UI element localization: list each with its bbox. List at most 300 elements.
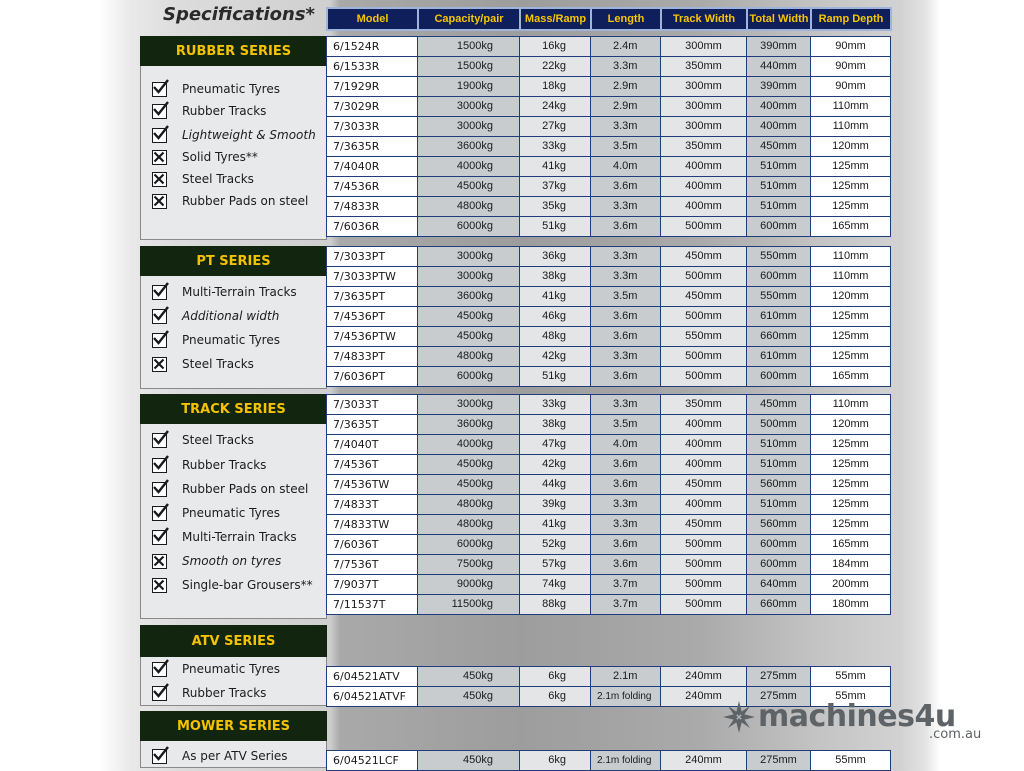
checkmark-icon <box>152 686 167 701</box>
table-cell: 90mm <box>811 37 891 57</box>
machines4u-logo <box>722 699 982 742</box>
feature-item <box>152 746 288 766</box>
table-cell: 38kg <box>520 415 591 435</box>
table-cell: 27kg <box>520 117 591 137</box>
table-cell: 90mm <box>811 57 891 77</box>
checkmark-icon <box>152 506 167 521</box>
table-cell: 610mm <box>747 347 811 367</box>
table-row <box>327 667 891 687</box>
feature-label: Multi-Terrain Tracks <box>182 285 297 299</box>
table-cell: 35kg <box>520 197 591 217</box>
table-cell: 74kg <box>520 575 591 595</box>
table-cell: 125mm <box>811 197 891 217</box>
table-cell: 390mm <box>747 77 811 97</box>
cross-icon <box>152 357 167 372</box>
table-cell: 660mm <box>747 595 811 615</box>
feature-item <box>152 330 280 350</box>
table-cell: 2.1m folding <box>591 687 661 707</box>
feature-label: Pneumatic Tyres <box>182 333 280 347</box>
table-cell: 450mm <box>661 287 747 307</box>
table-cell: 640mm <box>747 575 811 595</box>
table-cell: 500mm <box>747 415 811 435</box>
table-cell: 88kg <box>520 595 591 615</box>
table-cell: 240mm <box>661 751 747 771</box>
table-cell: 3.3m <box>591 247 661 267</box>
table-cell: 165mm <box>811 535 891 555</box>
table-cell: 4000kg <box>418 435 520 455</box>
table-cell: 500mm <box>661 267 747 287</box>
table-cell: 510mm <box>747 177 811 197</box>
table-cell: 47kg <box>520 435 591 455</box>
table-cell: 41kg <box>520 157 591 177</box>
logo-suffix-text: .com.au <box>929 727 982 742</box>
table-cell: 3.3m <box>591 267 661 287</box>
feature-item <box>152 191 308 211</box>
table-cell: 7/4040R <box>327 157 418 177</box>
table-cell: 42kg <box>520 347 591 367</box>
table-cell: 7/4536PT <box>327 307 418 327</box>
table-cell: 11500kg <box>418 595 520 615</box>
feature-item <box>152 503 280 523</box>
table-cell: 125mm <box>811 157 891 177</box>
table-cell: 110mm <box>811 267 891 287</box>
table-row <box>327 415 891 435</box>
table-cell: 3.3m <box>591 117 661 137</box>
table-cell: 600mm <box>747 535 811 555</box>
table-cell: 200mm <box>811 575 891 595</box>
feature-item <box>152 551 281 571</box>
cross-icon <box>152 194 167 209</box>
table-cell: 125mm <box>811 495 891 515</box>
table-cell: 3000kg <box>418 395 520 415</box>
table-row <box>327 117 891 137</box>
table-cell: 500mm <box>661 217 747 237</box>
table-cell: 300mm <box>661 117 747 137</box>
table-cell: 7/3635T <box>327 415 418 435</box>
feature-label: Steel Tracks <box>182 433 254 447</box>
table-cell: 4500kg <box>418 475 520 495</box>
feature-item <box>152 147 258 167</box>
table-cell: 500mm <box>661 575 747 595</box>
table-cell: 500mm <box>661 595 747 615</box>
feature-item <box>152 683 266 703</box>
series-title: ATV SERIES <box>140 625 327 657</box>
table-row <box>327 287 891 307</box>
table-cell: 3000kg <box>418 97 520 117</box>
table-row <box>327 217 891 237</box>
table-cell: 3600kg <box>418 137 520 157</box>
table-row <box>327 515 891 535</box>
table-cell: 33kg <box>520 137 591 157</box>
table-cell: 440mm <box>747 57 811 77</box>
table-cell: 7/4833PT <box>327 347 418 367</box>
table-cell: 500mm <box>661 535 747 555</box>
table-row <box>327 267 891 287</box>
table-cell: 16kg <box>520 37 591 57</box>
table-cell: 7/4536T <box>327 455 418 475</box>
table-cell: 400mm <box>661 197 747 217</box>
table-cell: 560mm <box>747 475 811 495</box>
feature-label: As per ATV Series <box>182 749 288 763</box>
cross-icon <box>152 554 167 569</box>
table-cell: 3.6m <box>591 307 661 327</box>
column-header: Length <box>591 8 661 30</box>
table-cell: 450mm <box>661 515 747 535</box>
table-cell: 3.5m <box>591 287 661 307</box>
table-cell: 660mm <box>747 327 811 347</box>
table-cell: 3.6m <box>591 555 661 575</box>
table-cell: 125mm <box>811 515 891 535</box>
table-cell: 600mm <box>747 267 811 287</box>
table-cell: 4800kg <box>418 347 520 367</box>
feature-label: Smooth on tyres <box>182 554 282 568</box>
table-cell: 48kg <box>520 327 591 347</box>
table-cell: 450mm <box>661 475 747 495</box>
table-cell: 7/4833T <box>327 495 418 515</box>
table-cell: 3.6m <box>591 475 661 495</box>
page-title: Specifications* <box>163 4 315 25</box>
table-cell: 7/3635R <box>327 137 418 157</box>
table-row <box>327 555 891 575</box>
table-cell: 2.9m <box>591 77 661 97</box>
column-header: Track Width <box>661 8 747 30</box>
table-cell: 22kg <box>520 57 591 77</box>
table-cell: 6/04521ATV <box>327 667 418 687</box>
table-row <box>327 347 891 367</box>
table-cell: 51kg <box>520 367 591 387</box>
table-cell: 7/3033PT <box>327 247 418 267</box>
table-cell: 4500kg <box>418 455 520 475</box>
table-row <box>327 137 891 157</box>
table-cell: 4.0m <box>591 157 661 177</box>
spec-table <box>326 246 891 387</box>
cross-icon <box>152 172 167 187</box>
table-cell: 510mm <box>747 455 811 475</box>
table-cell: 41kg <box>520 515 591 535</box>
feature-label: Pneumatic Tyres <box>182 82 280 96</box>
table-cell: 510mm <box>747 435 811 455</box>
table-cell: 46kg <box>520 307 591 327</box>
feature-item <box>152 101 266 121</box>
table-cell: 500mm <box>661 367 747 387</box>
table-cell: 110mm <box>811 395 891 415</box>
table-cell: 550mm <box>661 327 747 347</box>
table-cell: 120mm <box>811 287 891 307</box>
table-cell: 3.3m <box>591 495 661 515</box>
table-cell: 3.6m <box>591 217 661 237</box>
table-cell: 18kg <box>520 77 591 97</box>
table-cell: 275mm <box>747 751 811 771</box>
table-cell: 6kg <box>520 687 591 707</box>
table-cell: 180mm <box>811 595 891 615</box>
table-row <box>327 177 891 197</box>
checkmark-icon <box>152 433 167 448</box>
table-row <box>327 575 891 595</box>
table-cell: 3.5m <box>591 415 661 435</box>
table-cell: 51kg <box>520 217 591 237</box>
table-cell: 6000kg <box>418 217 520 237</box>
table-cell: 52kg <box>520 535 591 555</box>
cross-icon <box>152 150 167 165</box>
table-cell: 450kg <box>418 687 520 707</box>
table-cell: 3.3m <box>591 515 661 535</box>
feature-item <box>152 125 316 145</box>
cross-icon <box>152 578 167 593</box>
table-cell: 550mm <box>747 247 811 267</box>
table-cell: 1900kg <box>418 77 520 97</box>
table-cell: 3.6m <box>591 455 661 475</box>
table-cell: 3000kg <box>418 267 520 287</box>
table-cell: 6kg <box>520 667 591 687</box>
checkmark-icon <box>152 482 167 497</box>
table-cell: 7/3635PT <box>327 287 418 307</box>
table-cell: 500mm <box>661 307 747 327</box>
table-row <box>327 157 891 177</box>
spec-table-header <box>326 7 892 31</box>
table-cell: 2.1m <box>591 667 661 687</box>
table-cell: 3600kg <box>418 287 520 307</box>
table-cell: 110mm <box>811 247 891 267</box>
feature-label: Pneumatic Tyres <box>182 506 280 520</box>
table-cell: 6000kg <box>418 535 520 555</box>
table-cell: 3.6m <box>591 177 661 197</box>
series-title: PT SERIES <box>140 246 327 276</box>
table-cell: 450mm <box>747 137 811 157</box>
series-title: RUBBER SERIES <box>140 36 327 66</box>
table-cell: 7/3033T <box>327 395 418 415</box>
feature-label: Solid Tyres** <box>182 150 258 164</box>
table-cell: 125mm <box>811 347 891 367</box>
feature-label: Steel Tracks <box>182 172 254 186</box>
table-cell: 510mm <box>747 495 811 515</box>
table-row <box>327 77 891 97</box>
table-cell: 7500kg <box>418 555 520 575</box>
table-cell: 7/4536PTW <box>327 327 418 347</box>
table-cell: 55mm <box>811 667 891 687</box>
table-cell: 1500kg <box>418 57 520 77</box>
checkmark-icon <box>152 458 167 473</box>
feature-label: Rubber Pads on steel <box>182 482 309 496</box>
feature-item <box>152 479 308 499</box>
table-cell: 6/1533R <box>327 57 418 77</box>
table-cell: 38kg <box>520 267 591 287</box>
table-cell: 125mm <box>811 475 891 495</box>
table-cell: 7/1929R <box>327 77 418 97</box>
star-icon <box>722 700 756 734</box>
table-cell: 37kg <box>520 177 591 197</box>
feature-label: Rubber Pads on steel <box>182 194 309 208</box>
feature-item <box>152 282 297 302</box>
column-header: Total Width <box>747 8 811 30</box>
table-cell: 400mm <box>661 435 747 455</box>
table-cell: 7/9037T <box>327 575 418 595</box>
series-title: TRACK SERIES <box>140 394 327 424</box>
column-header: Model <box>327 8 418 30</box>
feature-item <box>152 354 254 374</box>
table-cell: 7/3033R <box>327 117 418 137</box>
table-row <box>327 197 891 217</box>
feature-item <box>152 169 254 189</box>
table-row <box>327 455 891 475</box>
table-cell: 184mm <box>811 555 891 575</box>
table-row <box>327 97 891 117</box>
feature-item <box>152 79 280 99</box>
table-cell: 3.5m <box>591 137 661 157</box>
table-cell: 110mm <box>811 97 891 117</box>
table-cell: 90mm <box>811 77 891 97</box>
table-cell: 400mm <box>661 415 747 435</box>
table-cell: 500mm <box>661 555 747 575</box>
table-cell: 110mm <box>811 117 891 137</box>
feature-label: Multi-Terrain Tracks <box>182 530 297 544</box>
table-cell: 600mm <box>747 367 811 387</box>
table-cell: 7/4040T <box>327 435 418 455</box>
table-cell: 240mm <box>661 687 747 707</box>
table-cell: 3.6m <box>591 367 661 387</box>
table-cell: 4500kg <box>418 327 520 347</box>
table-row <box>327 395 891 415</box>
feature-label: Rubber Tracks <box>182 458 267 472</box>
logo-brand-text: machines4u <box>758 699 956 734</box>
table-cell: 7/6036T <box>327 535 418 555</box>
table-row <box>327 307 891 327</box>
feature-item <box>152 455 266 475</box>
table-cell: 3.6m <box>591 535 661 555</box>
table-row <box>327 495 891 515</box>
table-cell: 4800kg <box>418 197 520 217</box>
checkmark-icon <box>152 333 167 348</box>
table-cell: 4000kg <box>418 157 520 177</box>
table-cell: 41kg <box>520 287 591 307</box>
table-cell: 125mm <box>811 327 891 347</box>
table-cell: 300mm <box>661 97 747 117</box>
table-cell: 7/6036R <box>327 217 418 237</box>
table-cell: 3.6m <box>591 327 661 347</box>
checkmark-icon <box>152 128 167 143</box>
table-cell: 125mm <box>811 435 891 455</box>
table-row <box>327 367 891 387</box>
feature-label: Additional width <box>182 309 280 323</box>
table-row <box>327 247 891 267</box>
table-cell: 125mm <box>811 455 891 475</box>
table-cell: 42kg <box>520 455 591 475</box>
table-row <box>327 37 891 57</box>
table-cell: 4500kg <box>418 307 520 327</box>
table-cell: 4800kg <box>418 495 520 515</box>
table-cell: 165mm <box>811 367 891 387</box>
table-cell: 55mm <box>811 687 891 707</box>
table-cell: 510mm <box>747 197 811 217</box>
table-row <box>327 475 891 495</box>
checkmark-icon <box>152 104 167 119</box>
table-cell: 7/4833TW <box>327 515 418 535</box>
feature-item <box>152 306 279 326</box>
feature-label: Steel Tracks <box>182 357 254 371</box>
table-cell: 2.4m <box>591 37 661 57</box>
spec-table <box>326 394 891 615</box>
table-cell: 33kg <box>520 395 591 415</box>
checkmark-icon <box>152 82 167 97</box>
table-cell: 610mm <box>747 307 811 327</box>
table-cell: 6/1524R <box>327 37 418 57</box>
column-header: Ramp Depth <box>811 8 891 30</box>
table-cell: 600mm <box>747 217 811 237</box>
table-cell: 7/3029R <box>327 97 418 117</box>
table-cell: 4500kg <box>418 177 520 197</box>
table-cell: 450kg <box>418 751 520 771</box>
table-cell: 125mm <box>811 307 891 327</box>
table-cell: 7/4833R <box>327 197 418 217</box>
table-cell: 450mm <box>747 395 811 415</box>
table-cell: 300mm <box>661 37 747 57</box>
table-cell: 7/6036PT <box>327 367 418 387</box>
table-cell: 560mm <box>747 515 811 535</box>
table-cell: 120mm <box>811 415 891 435</box>
table-cell: 300mm <box>661 77 747 97</box>
feature-label: Single-bar Grousers** <box>182 578 313 592</box>
table-cell: 240mm <box>661 667 747 687</box>
table-cell: 4800kg <box>418 515 520 535</box>
table-cell: 165mm <box>811 217 891 237</box>
feature-item <box>152 575 313 595</box>
column-header: Capacity/pair <box>418 8 520 30</box>
spec-table <box>326 36 891 237</box>
feature-label: Rubber Tracks <box>182 686 267 700</box>
table-cell: 400mm <box>661 455 747 475</box>
table-cell: 36kg <box>520 247 591 267</box>
table-cell: 3.3m <box>591 57 661 77</box>
table-cell: 3.7m <box>591 575 661 595</box>
checkmark-icon <box>152 530 167 545</box>
table-row <box>327 57 891 77</box>
table-cell: 2.9m <box>591 97 661 117</box>
table-row <box>327 435 891 455</box>
table-cell: 6kg <box>520 751 591 771</box>
table-cell: 3.7m <box>591 595 661 615</box>
checkmark-icon <box>152 662 167 677</box>
table-cell: 3.3m <box>591 197 661 217</box>
feature-item <box>152 659 280 679</box>
column-header: Mass/Ramp <box>520 8 591 30</box>
table-cell: 400mm <box>661 177 747 197</box>
table-cell: 400mm <box>661 157 747 177</box>
table-cell: 120mm <box>811 137 891 157</box>
checkmark-icon <box>152 285 167 300</box>
table-cell: 55mm <box>811 751 891 771</box>
table-cell: 7/7536T <box>327 555 418 575</box>
table-cell: 125mm <box>811 177 891 197</box>
table-cell: 2.1m folding <box>591 751 661 771</box>
series-title: MOWER SERIES <box>140 711 327 741</box>
table-cell: 510mm <box>747 157 811 177</box>
table-cell: 350mm <box>661 57 747 77</box>
table-cell: 275mm <box>747 667 811 687</box>
feature-label: Rubber Tracks <box>182 104 267 118</box>
table-cell: 3000kg <box>418 247 520 267</box>
table-cell: 390mm <box>747 37 811 57</box>
table-cell: 7/4536TW <box>327 475 418 495</box>
table-cell: 44kg <box>520 475 591 495</box>
table-cell: 24kg <box>520 97 591 117</box>
feature-item <box>152 527 297 547</box>
table-cell: 6/04521ATVF <box>327 687 418 707</box>
table-row <box>327 535 891 555</box>
table-cell: 6/04521LCF <box>327 751 418 771</box>
table-cell: 7/11537T <box>327 595 418 615</box>
checkmark-icon <box>152 749 167 764</box>
table-cell: 350mm <box>661 395 747 415</box>
table-cell: 4.0m <box>591 435 661 455</box>
